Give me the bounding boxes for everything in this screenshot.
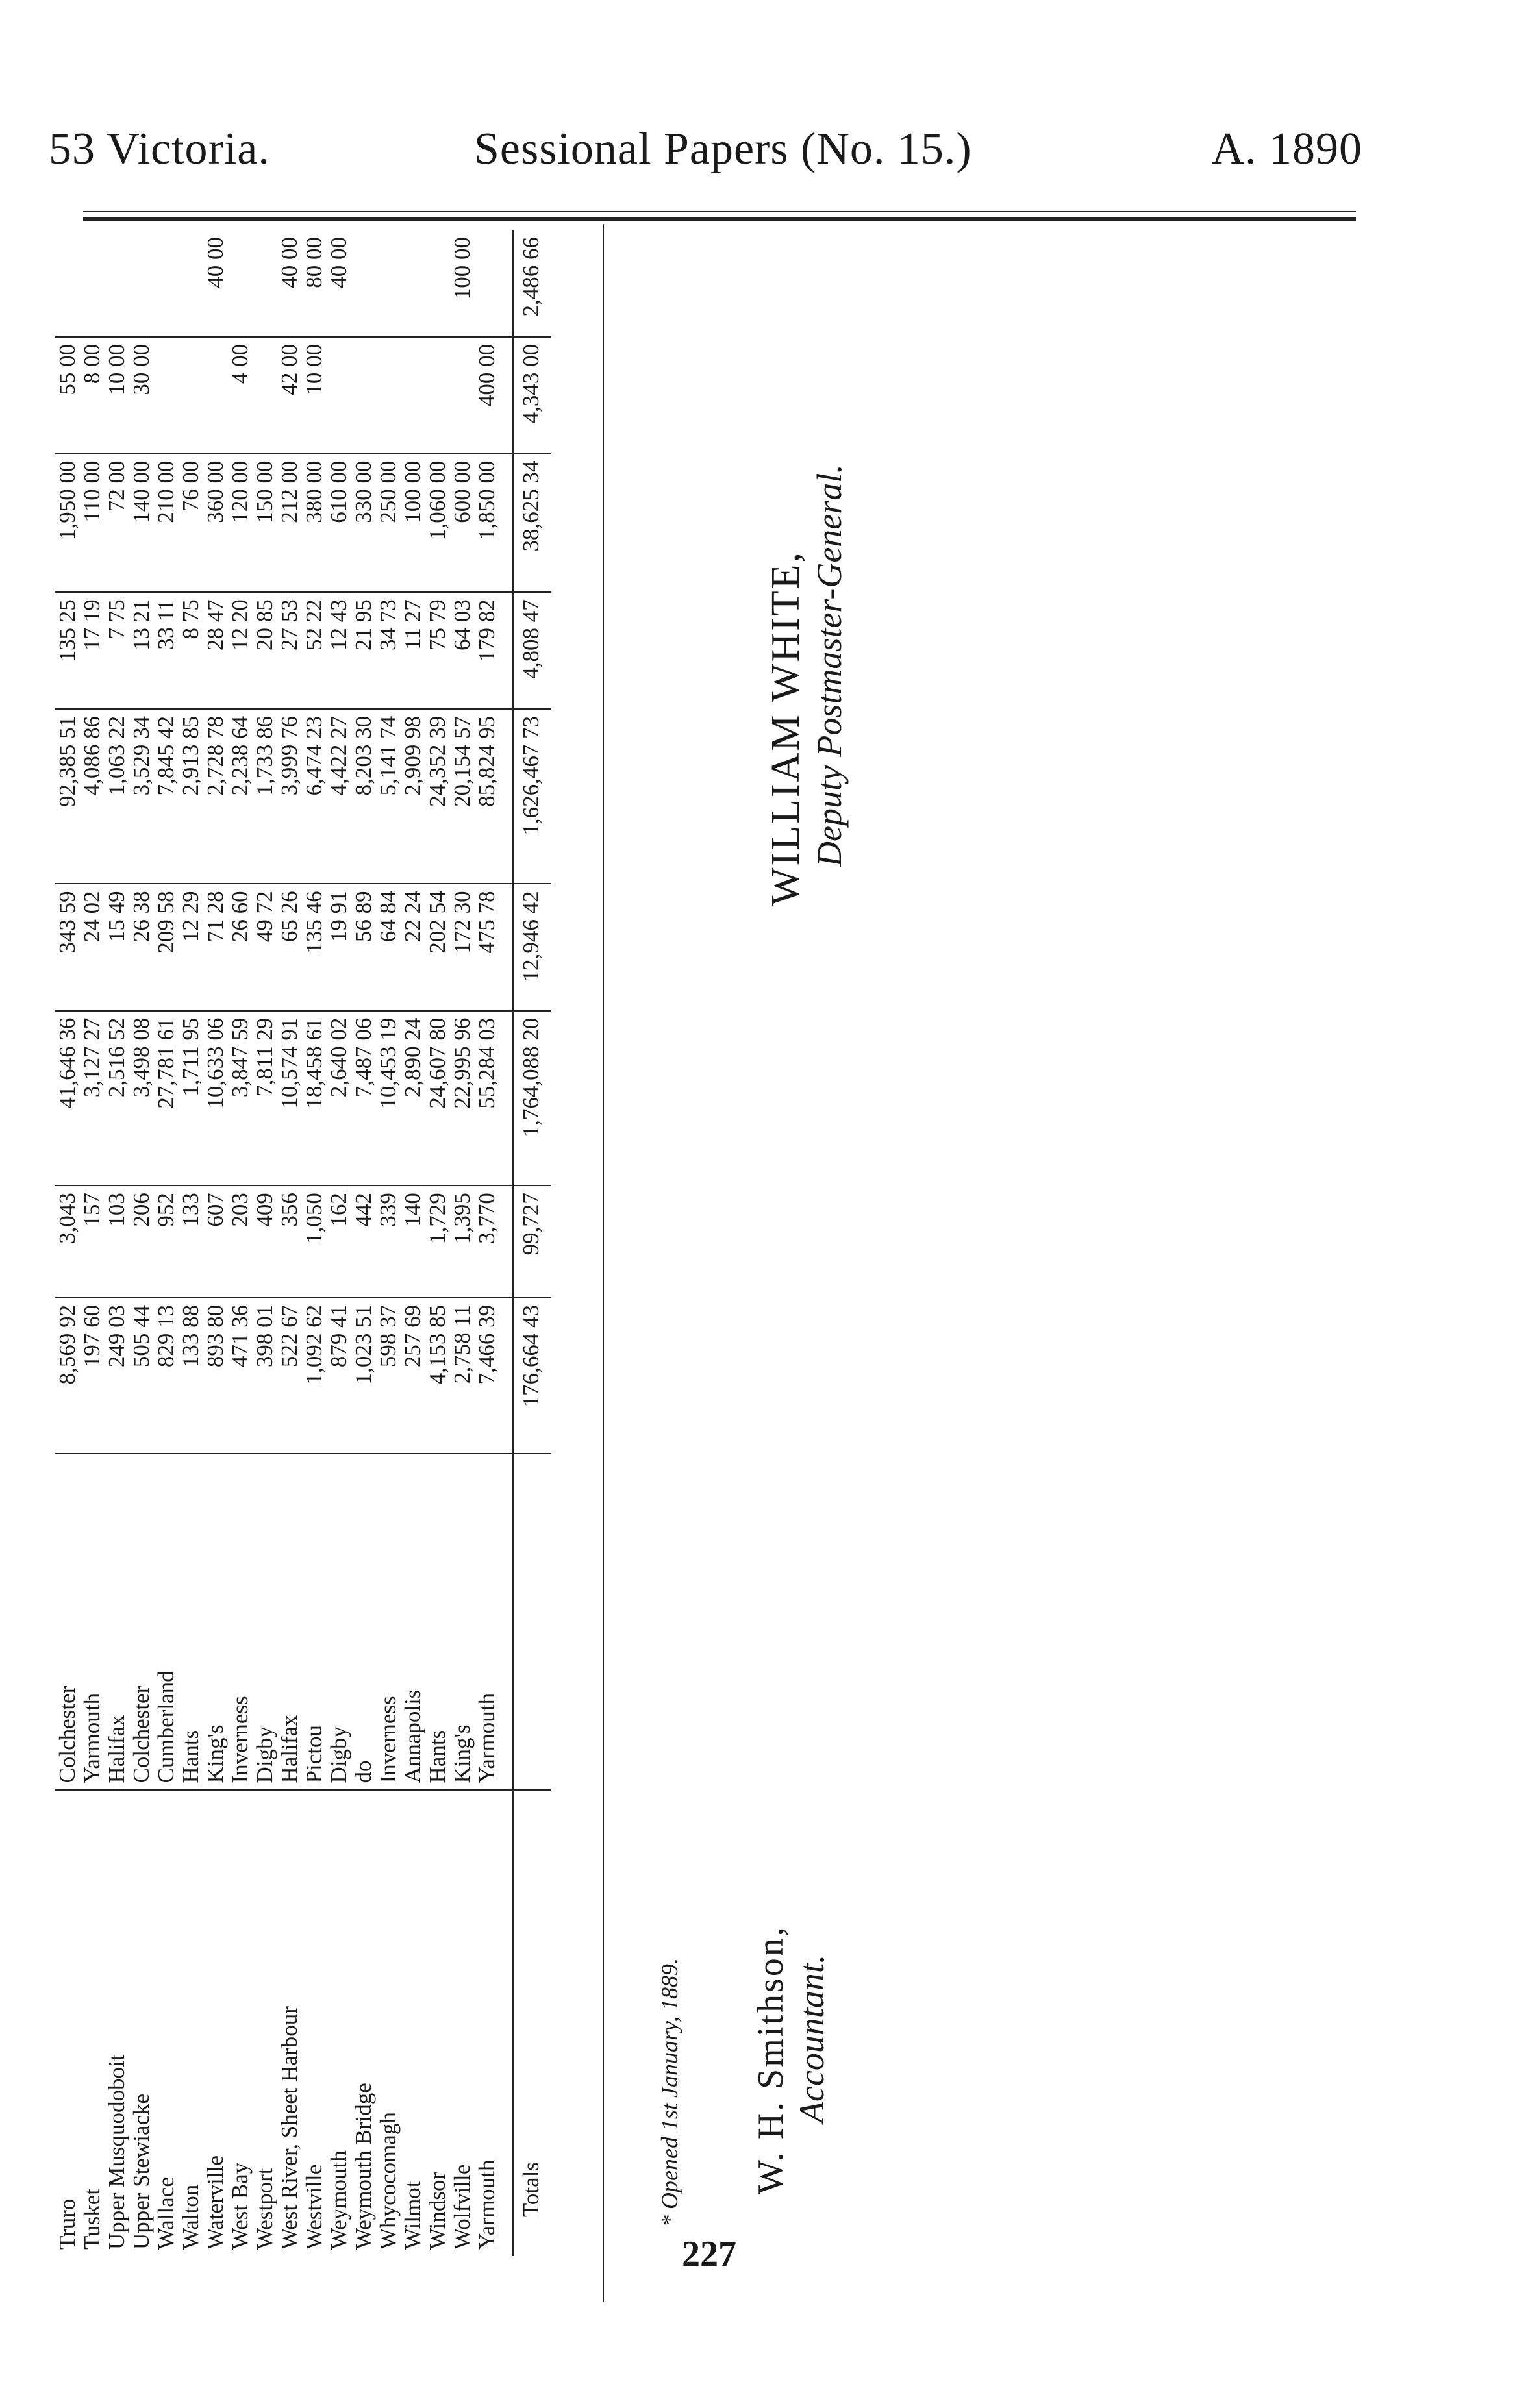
value-cell: 10 00 [302, 337, 327, 454]
value-cell: 10 00 [105, 337, 129, 454]
value-cell: 140 00 [129, 454, 154, 593]
value-cell: 24 02 [80, 884, 105, 1010]
value-cell: 210 00 [154, 454, 179, 593]
totals-cell: 99,727 [513, 1185, 551, 1298]
accountant-name: W. H. Smithson, [751, 1925, 791, 2194]
table-row [277, 230, 302, 2256]
table-row [55, 230, 80, 2256]
table-row [450, 230, 475, 2256]
value-cell: 206 [129, 1185, 154, 1298]
value-cell: 6,474 23 [302, 709, 327, 884]
office-name-cell: West Bay [227, 2162, 253, 2250]
office-name-cell: Wallace [153, 2177, 179, 2250]
value-cell [450, 337, 475, 454]
value-cell: 24,352 39 [425, 709, 450, 884]
header-rule-thick [83, 217, 1356, 221]
value-cell: 92,385 51 [55, 709, 80, 884]
totals-cell [513, 1454, 551, 1790]
value-cell: 360 00 [203, 454, 228, 593]
value-cell: 17 19 [80, 592, 105, 709]
value-cell: 13 21 [129, 592, 154, 709]
value-cell: 75 79 [425, 592, 450, 709]
table-row [154, 230, 179, 2256]
value-cell: 7,811 29 [253, 1011, 277, 1186]
value-cell: 952 [154, 1185, 179, 1298]
value-cell [55, 230, 80, 337]
table-row [351, 230, 376, 2256]
value-cell: 197 60 [80, 1298, 105, 1454]
value-cell: 4,422 27 [327, 709, 351, 884]
value-cell [253, 337, 277, 454]
office-name-cell: Windsor [425, 2172, 450, 2250]
value-cell: 7 75 [105, 592, 129, 709]
county-cell: Annapolis [401, 1454, 425, 1790]
county-cell: Yarmouth [80, 1454, 105, 1790]
value-cell: 42 00 [277, 337, 302, 454]
value-cell [203, 337, 228, 454]
value-cell: 7,487 06 [351, 1011, 376, 1186]
value-cell: 598 37 [376, 1298, 401, 1454]
value-cell: 1,023 51 [351, 1298, 376, 1454]
county-cell: Digby [327, 1454, 351, 1790]
value-cell: 879 41 [327, 1298, 351, 1454]
table-row [228, 230, 253, 2256]
value-cell: 607 [203, 1185, 228, 1298]
value-cell [253, 230, 277, 337]
value-cell: 10,633 06 [203, 1011, 228, 1186]
value-cell: 10,574 91 [277, 1011, 302, 1186]
value-cell: 250 00 [376, 454, 401, 593]
value-cell: 5,141 74 [376, 709, 401, 884]
value-cell: 12 20 [228, 592, 253, 709]
totals-cell: 12,946 42 [513, 884, 551, 1010]
session-label: 53 Victoria. [49, 124, 270, 174]
value-cell: 442 [351, 1185, 376, 1298]
value-cell: 15 49 [105, 884, 129, 1010]
value-cell: 26 60 [228, 884, 253, 1010]
postmaster-name: WILLIAM WHITE, [764, 550, 808, 906]
value-cell: 4,153 85 [425, 1298, 450, 1454]
value-cell: 2,640 02 [327, 1011, 351, 1186]
value-cell: 3,498 08 [129, 1011, 154, 1186]
document-title: Sessional Papers (No. 15.) [474, 124, 972, 174]
value-cell: 2,238 64 [228, 709, 253, 884]
value-cell [179, 337, 203, 454]
value-cell: 2,913 85 [179, 709, 203, 884]
table-row [203, 230, 228, 2256]
value-cell [376, 337, 401, 454]
value-cell: 133 88 [179, 1298, 203, 1454]
table-row [253, 230, 277, 2256]
county-cell: Halifax [277, 1454, 302, 1790]
table-row [475, 230, 499, 2256]
value-cell: 22,995 96 [450, 1011, 475, 1186]
accountant-signature [750, 1925, 832, 2194]
value-cell: 27 53 [277, 592, 302, 709]
value-cell: 2,890 24 [401, 1011, 425, 1186]
value-cell: 12 29 [179, 884, 203, 1010]
value-cell: 2,728 78 [203, 709, 228, 884]
county-cell: Digby [253, 1454, 277, 1790]
value-cell: 11 27 [401, 592, 425, 709]
table-row [80, 230, 105, 2256]
value-cell: 71 28 [203, 884, 228, 1010]
value-cell: 56 89 [351, 884, 376, 1010]
value-cell: 135 46 [302, 884, 327, 1010]
value-cell: 339 [376, 1185, 401, 1298]
value-cell: 3,999 76 [277, 709, 302, 884]
office-name-cell: Weymouth Bridge [351, 2083, 376, 2250]
value-cell: 76 00 [179, 454, 203, 593]
footnote: * Opened 1st January, 1889. [657, 1958, 682, 2227]
value-cell: 34 73 [376, 592, 401, 709]
table-row [425, 230, 450, 2256]
value-cell: 64 03 [450, 592, 475, 709]
value-cell: 22 24 [401, 884, 425, 1010]
value-cell: 522 67 [277, 1298, 302, 1454]
value-cell [475, 230, 499, 337]
value-cell: 20 85 [253, 592, 277, 709]
value-cell: 18,458 61 [302, 1011, 327, 1186]
value-cell [179, 230, 203, 337]
office-name-cell: Westport [252, 2168, 277, 2250]
value-cell [154, 230, 179, 337]
value-cell: 49 72 [253, 884, 277, 1010]
table-row [129, 230, 154, 2256]
county-cell: Pictou [302, 1454, 327, 1790]
table-row [376, 230, 401, 2256]
value-cell: 7,466 39 [475, 1298, 499, 1454]
post-office-table [55, 230, 610, 2256]
value-cell: 40 00 [277, 230, 302, 337]
value-cell: 8,203 30 [351, 709, 376, 884]
totals-cell: 176,664 43 [513, 1298, 551, 1454]
county-cell: Hants [179, 1454, 203, 1790]
value-cell: 140 [401, 1185, 425, 1298]
value-cell: 356 [277, 1185, 302, 1298]
table-row [302, 230, 327, 2256]
value-cell: 172 30 [450, 884, 475, 1010]
value-cell: 3,770 [475, 1185, 499, 1298]
value-cell [105, 230, 129, 337]
office-name-cell: Upper Stewiacke [129, 2093, 154, 2250]
totals-cell: 4,808 47 [513, 592, 551, 709]
table-row [105, 230, 129, 2256]
value-cell: 202 54 [425, 884, 450, 1010]
value-cell: 1,060 00 [425, 454, 450, 593]
office-name-cell: Truro [55, 2198, 80, 2250]
value-cell: 8 75 [179, 592, 203, 709]
value-cell: 475 78 [475, 884, 499, 1010]
county-cell: Colchester [55, 1454, 80, 1790]
value-cell: 8,569 92 [55, 1298, 80, 1454]
office-name-cell: Wolfville [449, 2164, 475, 2250]
value-cell: 27,781 61 [154, 1011, 179, 1186]
office-name-cell: Walton [178, 2184, 203, 2250]
value-cell: 162 [327, 1185, 351, 1298]
value-cell: 7,845 42 [154, 709, 179, 884]
value-cell: 20,154 57 [450, 709, 475, 884]
value-cell [425, 230, 450, 337]
value-cell: 157 [80, 1185, 105, 1298]
table-spacer [499, 230, 513, 2256]
value-cell: 829 13 [154, 1298, 179, 1454]
county-cell: Halifax [105, 1454, 129, 1790]
value-cell: 3,847 59 [228, 1011, 253, 1186]
value-cell: 209 58 [154, 884, 179, 1010]
totals-label: Totals [513, 1790, 551, 2256]
county-cell: Cumberland [154, 1454, 179, 1790]
office-name-cell: Yarmouth [474, 2159, 499, 2250]
value-cell: 133 [179, 1185, 203, 1298]
value-cell: 1,729 [425, 1185, 450, 1298]
value-cell: 1,395 [450, 1185, 475, 1298]
office-name-cell: Whycocomagh [375, 2112, 401, 2250]
office-name-cell: Wilmot [400, 2181, 425, 2250]
value-cell: 212 00 [277, 454, 302, 593]
value-cell: 55 00 [55, 337, 80, 454]
totals-row [513, 230, 551, 2256]
value-cell: 3,529 34 [129, 709, 154, 884]
county-cell: King's [203, 1454, 228, 1790]
value-cell: 10,453 19 [376, 1011, 401, 1186]
value-cell: 400 00 [475, 337, 499, 454]
office-name-cell: Weymouth [326, 2150, 351, 2250]
value-cell [351, 337, 376, 454]
office-name-cell: Westville [301, 2164, 327, 2250]
value-cell: 150 00 [253, 454, 277, 593]
value-cell: 40 00 [327, 230, 351, 337]
table-row [179, 230, 203, 2256]
value-cell: 4 00 [228, 337, 253, 454]
value-cell: 409 [253, 1185, 277, 1298]
value-cell: 100 00 [401, 454, 425, 593]
value-cell: 600 00 [450, 454, 475, 593]
table-right-edge [603, 224, 604, 2302]
office-name-cell: West River, Sheet Harbour [277, 2006, 302, 2250]
value-cell: 1,733 86 [253, 709, 277, 884]
postmaster-title: Deputy Postmaster-General. [810, 464, 849, 867]
county-cell: Hants [425, 1454, 450, 1790]
value-cell: 505 44 [129, 1298, 154, 1454]
office-name-cell: Tusket [79, 2188, 105, 2250]
table-row [401, 230, 425, 2256]
value-cell [228, 230, 253, 337]
value-cell: 4,086 86 [80, 709, 105, 884]
value-cell: 1,711 95 [179, 1011, 203, 1186]
value-cell: 3,127 27 [80, 1011, 105, 1186]
value-cell: 12 43 [327, 592, 351, 709]
value-cell: 610 00 [327, 454, 351, 593]
value-cell: 893 80 [203, 1298, 228, 1454]
value-cell: 179 82 [475, 592, 499, 709]
totals-cell: 1,764,088 20 [513, 1011, 551, 1186]
value-cell: 380 00 [302, 454, 327, 593]
value-cell: 203 [228, 1185, 253, 1298]
value-cell: 55,284 03 [475, 1011, 499, 1186]
value-cell: 1,063 22 [105, 709, 129, 884]
value-cell: 85,824 95 [475, 709, 499, 884]
value-cell: 41,646 36 [55, 1011, 80, 1186]
value-cell [425, 337, 450, 454]
value-cell: 471 36 [228, 1298, 253, 1454]
county-cell: Yarmouth [475, 1454, 499, 1790]
value-cell: 2,909 98 [401, 709, 425, 884]
totals-cell: 2,486 66 [513, 230, 551, 337]
value-cell: 40 00 [203, 230, 228, 337]
value-cell: 249 03 [105, 1298, 129, 1454]
value-cell [351, 230, 376, 337]
value-cell: 24,607 80 [425, 1011, 450, 1186]
page-number: 227 [682, 2234, 736, 2274]
county-cell: Colchester [129, 1454, 154, 1790]
year-label: A. 1890 [1211, 124, 1362, 174]
value-cell: 33 11 [154, 592, 179, 709]
value-cell: 330 00 [351, 454, 376, 593]
value-cell: 343 59 [55, 884, 80, 1010]
value-cell [80, 230, 105, 337]
county-cell: do [351, 1454, 376, 1790]
accountant-title: Accountant. [792, 1954, 831, 2123]
value-cell [401, 230, 425, 337]
header-rule [83, 211, 1356, 212]
totals-cell: 1,626,467 73 [513, 709, 551, 884]
value-cell: 1,950 00 [55, 454, 80, 593]
postmaster-signature [763, 464, 849, 906]
value-cell: 21 95 [351, 592, 376, 709]
table-row [327, 230, 351, 2256]
value-cell: 30 00 [129, 337, 154, 454]
totals-cell: 4,343 00 [513, 337, 551, 454]
value-cell: 80 00 [302, 230, 327, 337]
value-cell [154, 337, 179, 454]
value-cell: 72 00 [105, 454, 129, 593]
value-cell: 135 25 [55, 592, 80, 709]
value-cell: 1,092 62 [302, 1298, 327, 1454]
value-cell: 1,050 [302, 1185, 327, 1298]
value-cell: 19 91 [327, 884, 351, 1010]
value-cell: 3,043 [55, 1185, 80, 1298]
county-cell: Inverness [376, 1454, 401, 1790]
value-cell [376, 230, 401, 337]
totals-cell: 38,625 34 [513, 454, 551, 593]
value-cell: 2,516 52 [105, 1011, 129, 1186]
value-cell: 1,850 00 [475, 454, 499, 593]
value-cell: 103 [105, 1185, 129, 1298]
value-cell: 28 47 [203, 592, 228, 709]
value-cell: 26 38 [129, 884, 154, 1010]
value-cell: 120 00 [228, 454, 253, 593]
office-name-cell: Waterville [203, 2155, 228, 2250]
county-cell: Inverness [228, 1454, 253, 1790]
value-cell [327, 337, 351, 454]
office-name-cell: Upper Musquodoboit [104, 2054, 129, 2250]
value-cell: 2,758 11 [450, 1298, 475, 1454]
county-cell: King's [450, 1454, 475, 1790]
value-cell [129, 230, 154, 337]
value-cell: 65 26 [277, 884, 302, 1010]
value-cell: 64 84 [376, 884, 401, 1010]
value-cell [401, 337, 425, 454]
value-cell: 257 69 [401, 1298, 425, 1454]
value-cell: 8 00 [80, 337, 105, 454]
value-cell: 52 22 [302, 592, 327, 709]
value-cell: 100 00 [450, 230, 475, 337]
value-cell: 398 01 [253, 1298, 277, 1454]
value-cell: 110 00 [80, 454, 105, 593]
